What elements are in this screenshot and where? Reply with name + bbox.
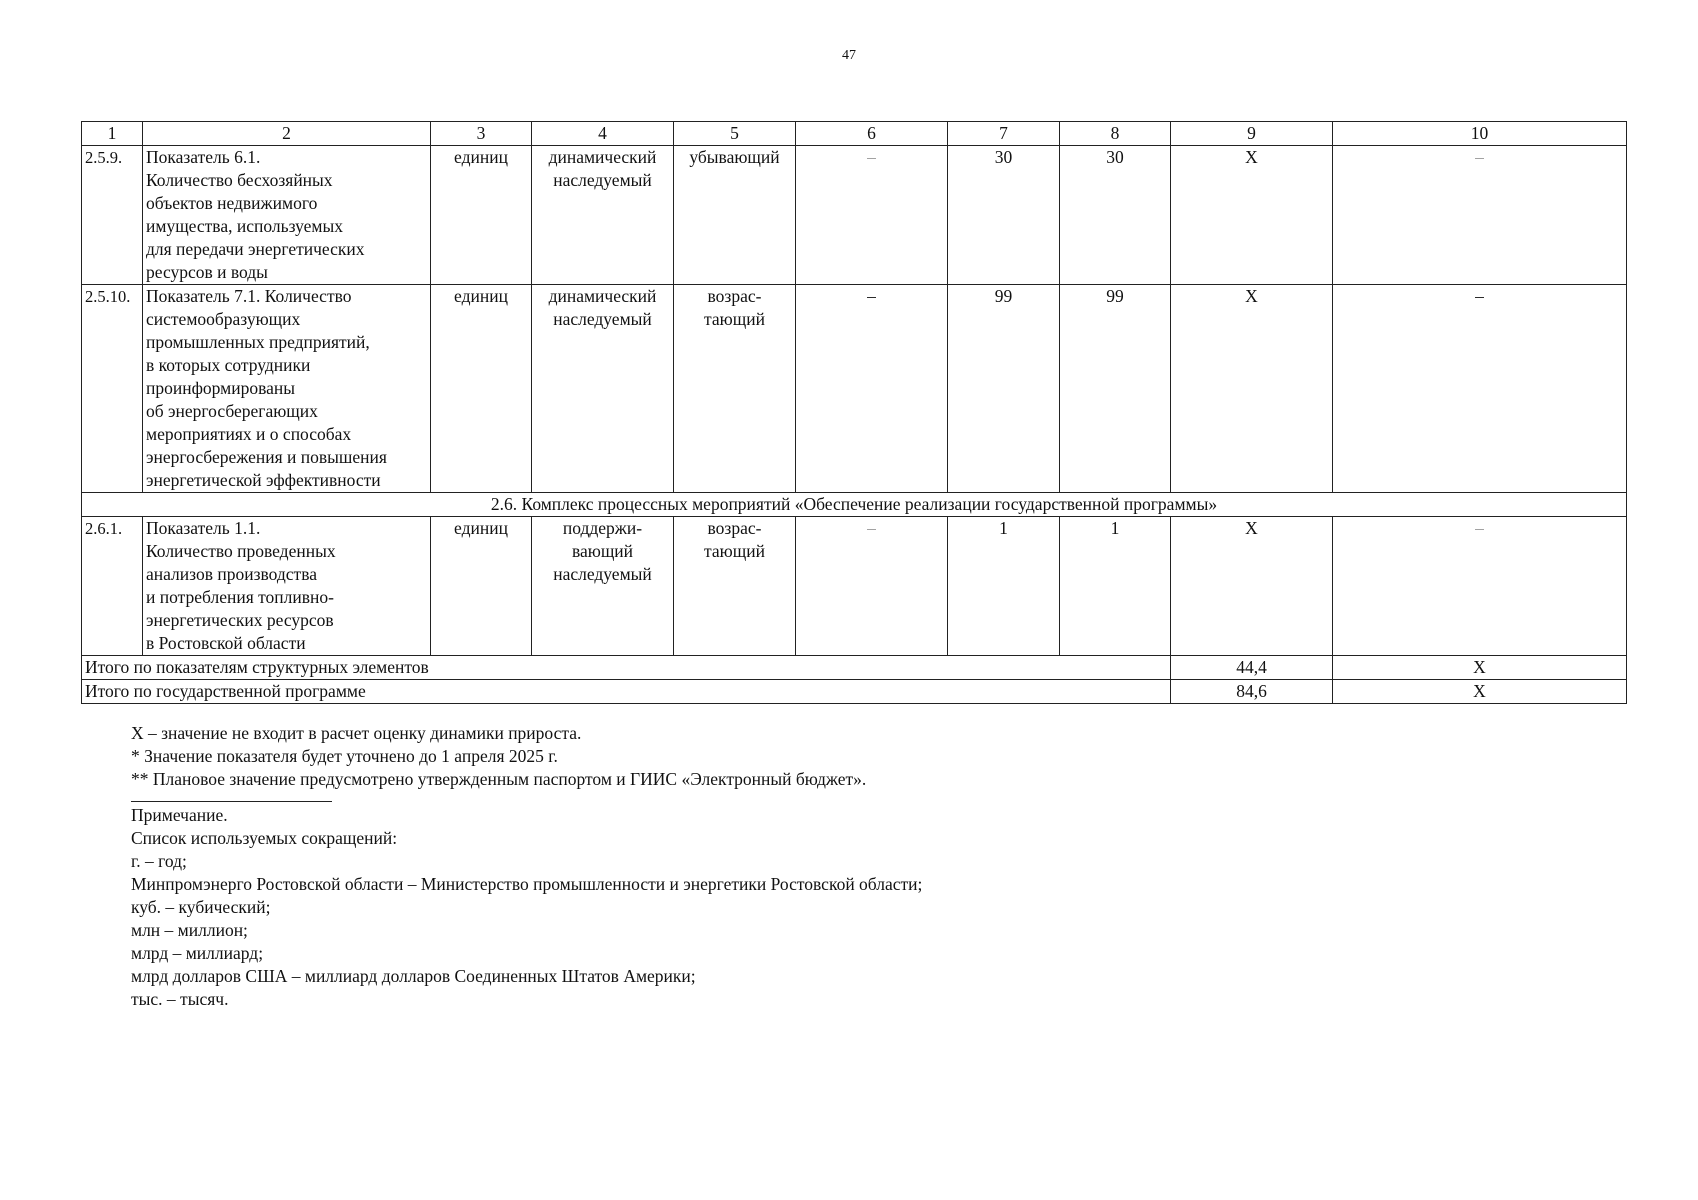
col6-cell: – — [796, 146, 948, 285]
row-number: 2.5.10. — [82, 285, 143, 493]
col8-cell: 99 — [1060, 285, 1171, 493]
table-row — [82, 146, 1627, 285]
row-number: 2.5.9. — [82, 146, 143, 285]
header-cell: 3 — [431, 122, 532, 146]
abbreviation-item: тыс. – тысяч. — [131, 989, 229, 1009]
note-title: Примечание. — [131, 805, 228, 825]
abbreviation-item: г. – год; — [131, 851, 187, 871]
section-title: 2.6. Комплекс процессных мероприятий «Обеспечение реализации государственной программы» — [82, 493, 1627, 517]
header-cell: 4 — [532, 122, 674, 146]
note-subtitle: Список используемых сокращений: — [131, 828, 398, 848]
abbreviation-item: млрд – миллиард; — [131, 943, 264, 963]
abbreviation-item: куб. – кубический; — [131, 897, 271, 917]
col9-cell: X — [1171, 285, 1333, 493]
row-number: 2.6.1. — [82, 517, 143, 656]
header-cell: 6 — [796, 122, 948, 146]
col10-cell: – — [1333, 285, 1627, 493]
abbreviation-item: Минпромэнерго Ростовской области – Министерство промышленности и энергетики Ростовской области; — [131, 874, 923, 894]
col10-cell: – — [1333, 146, 1627, 285]
table-row — [82, 285, 1627, 493]
header-cell: 10 — [1333, 122, 1627, 146]
col8-cell: 1 — [1060, 517, 1171, 656]
col8-cell: 30 — [1060, 146, 1171, 285]
type-cell: поддержи- вающий наследуемый — [532, 517, 674, 656]
header-cell: 7 — [948, 122, 1060, 146]
total-mark: X — [1333, 680, 1627, 704]
footnote-divider — [131, 801, 332, 802]
page-number: 47 — [842, 48, 856, 63]
total-mark: X — [1333, 656, 1627, 680]
notes-block — [131, 722, 922, 1011]
total-label: Итого по показателям структурных элементов — [82, 656, 1171, 680]
table-row — [82, 517, 1627, 656]
direction-cell: возрас- тающий — [674, 517, 796, 656]
header-cell: 1 — [82, 122, 143, 146]
total-row — [82, 680, 1627, 704]
indicators-table — [81, 121, 1627, 704]
type-cell: динамический наследуемый — [532, 285, 674, 493]
total-row — [82, 656, 1627, 680]
col6-cell: – — [796, 517, 948, 656]
col6-cell: – — [796, 285, 948, 493]
total-value: 84,6 — [1171, 680, 1333, 704]
abbreviation-item: млн – миллион; — [131, 920, 248, 940]
footnote: * Значение показателя будет уточнено до 1 апреля 2025 г. — [131, 746, 558, 766]
unit-cell: единиц — [431, 285, 532, 493]
table-header-row — [82, 122, 1627, 146]
footnote: ** Плановое значение предусмотрено утвержденным паспортом и ГИИС «Электронный бюджет». — [131, 769, 867, 789]
footnote: X – значение не входит в расчет оценку динамики прироста. — [131, 723, 582, 743]
col7-cell: 1 — [948, 517, 1060, 656]
total-value: 44,4 — [1171, 656, 1333, 680]
col9-cell: X — [1171, 146, 1333, 285]
unit-cell: единиц — [431, 517, 532, 656]
indicator-name: Показатель 7.1. Количество системообразующих промышленных предприятий, в которых сотрудники проинформированы об энергосберегающих мероприятиях и о способах энергосбережения и повышения энергетической эффективности — [143, 285, 431, 493]
indicator-name: Показатель 6.1. Количество бесхозяйных объектов недвижимого имущества, используемых для передачи энергетических ресурсов и воды — [143, 146, 431, 285]
direction-cell: возрас- тающий — [674, 285, 796, 493]
header-cell: 8 — [1060, 122, 1171, 146]
header-cell: 9 — [1171, 122, 1333, 146]
type-cell: динамический наследуемый — [532, 146, 674, 285]
direction-cell: убывающий — [674, 146, 796, 285]
unit-cell: единиц — [431, 146, 532, 285]
col10-cell: – — [1333, 517, 1627, 656]
total-label: Итого по государственной программе — [82, 680, 1171, 704]
indicator-name: Показатель 1.1. Количество проведенных анализов производства и потребления топливно- энергетических ресурсов в Ростовской области — [143, 517, 431, 656]
header-cell: 2 — [143, 122, 431, 146]
col7-cell: 30 — [948, 146, 1060, 285]
col9-cell: X — [1171, 517, 1333, 656]
section-row — [82, 493, 1627, 517]
header-cell: 5 — [674, 122, 796, 146]
abbreviation-item: млрд долларов США – миллиард долларов Соединенных Штатов Америки; — [131, 966, 696, 986]
col7-cell: 99 — [948, 285, 1060, 493]
